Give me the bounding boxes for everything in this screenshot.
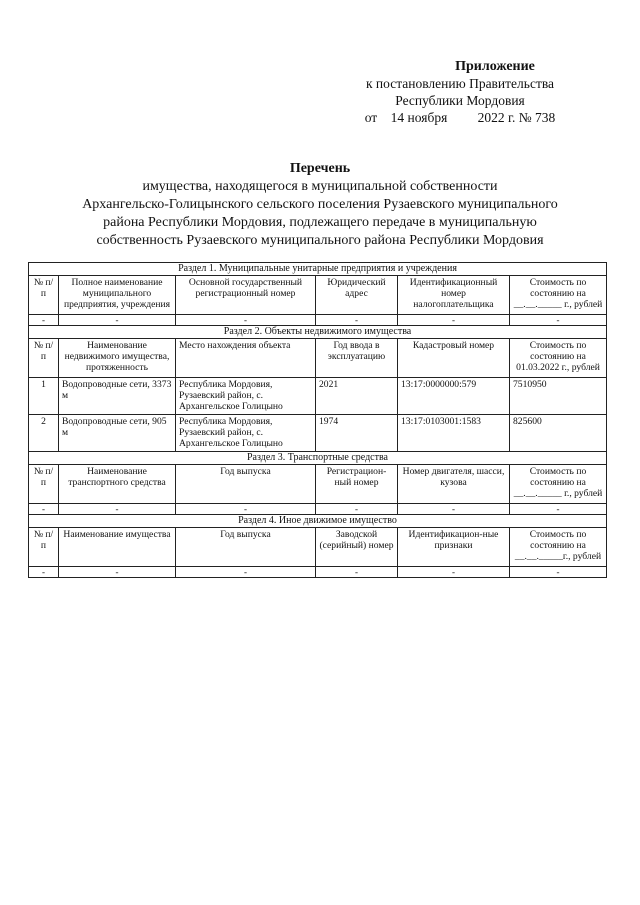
appendix-date-line: от 14 ноября 2022 г. № 738 bbox=[364, 110, 556, 125]
column-header: Год выпуска bbox=[176, 528, 316, 567]
section-4-header-row bbox=[29, 528, 607, 567]
table-row bbox=[29, 567, 607, 578]
column-header: Основной государственный регистрационный номер bbox=[176, 276, 316, 315]
appendix-line-2: Республики Мордовия bbox=[395, 93, 525, 108]
table-row bbox=[29, 378, 607, 415]
table-cell: - bbox=[29, 504, 59, 515]
section-4-title: Раздел 4. Иное движимое имущество bbox=[29, 515, 607, 528]
table-cell: 2 bbox=[29, 415, 59, 452]
table-cell: - bbox=[59, 315, 176, 326]
table-cell: Республика Мордовия, Рузаевский район, с. Архангельское Голицыно bbox=[176, 378, 316, 415]
column-header: № п/п bbox=[29, 528, 59, 567]
column-header: Полное наименование муниципального предприятия, учреждения bbox=[59, 276, 176, 315]
table-cell: - bbox=[398, 567, 510, 578]
column-header: Стоимость по состоянию на __.__._____г., рублей bbox=[510, 528, 607, 567]
section-1-title: Раздел 1. Муниципальные унитарные предприятия и учреждения bbox=[29, 263, 607, 276]
column-header: Наименование недвижимого имущества, протяженность bbox=[59, 339, 176, 378]
appendix-line-1: к постановлению Правительства bbox=[365, 76, 555, 91]
table-cell: 13:17:0000000:579 bbox=[398, 378, 510, 415]
section-3-header-row bbox=[29, 465, 607, 504]
column-header: Стоимость по состоянию на __.__._____ г., рублей bbox=[510, 465, 607, 504]
table-cell: 2021 bbox=[316, 378, 398, 415]
table-cell: 825600 bbox=[510, 415, 607, 452]
table-cell: Водопроводные сети, 3373 м bbox=[59, 378, 176, 415]
table-row bbox=[29, 504, 607, 515]
column-header: Год ввода в эксплуатацию bbox=[316, 339, 398, 378]
table-cell: - bbox=[29, 315, 59, 326]
column-header: Наименование имущества bbox=[59, 528, 176, 567]
section-1-header-row bbox=[29, 276, 607, 315]
table-cell: 1974 bbox=[316, 415, 398, 452]
column-header: Регистрацион-ный номер bbox=[316, 465, 398, 504]
table-cell: - bbox=[29, 567, 59, 578]
table-cell: - bbox=[176, 504, 316, 515]
table-cell: Республика Мордовия, Рузаевский район, с. Архангельское Голицыно bbox=[176, 415, 316, 452]
column-header: Год выпуска bbox=[176, 465, 316, 504]
table-cell: 7510950 bbox=[510, 378, 607, 415]
column-header: Заводской (серийный) номер bbox=[316, 528, 398, 567]
column-header: Стоимость по состоянию на 01.03.2022 г., рублей bbox=[510, 339, 607, 378]
table-cell: 13:17:0103001:1583 bbox=[398, 415, 510, 452]
table-cell: - bbox=[398, 315, 510, 326]
property-register-table bbox=[28, 262, 607, 578]
table-cell: - bbox=[316, 315, 398, 326]
document-heading bbox=[20, 160, 620, 250]
section-2-title: Раздел 2. Объекты недвижимого имущества bbox=[29, 326, 607, 339]
table-row bbox=[29, 415, 607, 452]
table-cell: - bbox=[59, 504, 176, 515]
table-cell: - bbox=[316, 504, 398, 515]
heading-line-3: района Республики Мордовия, подлежащего передаче в муниципальную bbox=[103, 215, 537, 230]
table-cell: - bbox=[316, 567, 398, 578]
column-header: Место нахождения объекта bbox=[176, 339, 316, 378]
table-cell: - bbox=[176, 315, 316, 326]
appendix-title: Приложение bbox=[455, 59, 535, 74]
appendix-block bbox=[330, 58, 590, 126]
column-header: Стоимость по состоянию на __.__._____ г., рублей bbox=[510, 276, 607, 315]
column-header: Наименование транспортного средства bbox=[59, 465, 176, 504]
column-header: Номер двигателя, шасси, кузова bbox=[398, 465, 510, 504]
heading-title: Перечень bbox=[289, 161, 351, 176]
heading-line-4: собственность Рузаевского муниципального района Республики Мордовия bbox=[96, 233, 544, 248]
column-header: Кадастровый номер bbox=[398, 339, 510, 378]
section-2-header-row bbox=[29, 339, 607, 378]
column-header: Идентификацион-ные признаки bbox=[398, 528, 510, 567]
table-cell: - bbox=[510, 504, 607, 515]
column-header: Идентификационный номер налогоплательщика bbox=[398, 276, 510, 315]
table-cell: - bbox=[59, 567, 176, 578]
table-cell: - bbox=[510, 315, 607, 326]
table-cell: 1 bbox=[29, 378, 59, 415]
column-header: № п/п bbox=[29, 465, 59, 504]
column-header: Юридический адрес bbox=[316, 276, 398, 315]
table-cell: - bbox=[398, 504, 510, 515]
table-cell: - bbox=[176, 567, 316, 578]
section-3-title: Раздел 3. Транспортные средства bbox=[29, 452, 607, 465]
heading-line-2: Архангельско-Голицынского сельского поселения Рузаевского муниципального bbox=[82, 197, 558, 212]
table-row bbox=[29, 315, 607, 326]
column-header: № п/п bbox=[29, 339, 59, 378]
column-header: № п/п bbox=[29, 276, 59, 315]
table-cell: Водопроводные сети, 905 м bbox=[59, 415, 176, 452]
heading-line-1: имущества, находящегося в муниципальной собственности bbox=[142, 179, 498, 194]
table-cell: - bbox=[510, 567, 607, 578]
